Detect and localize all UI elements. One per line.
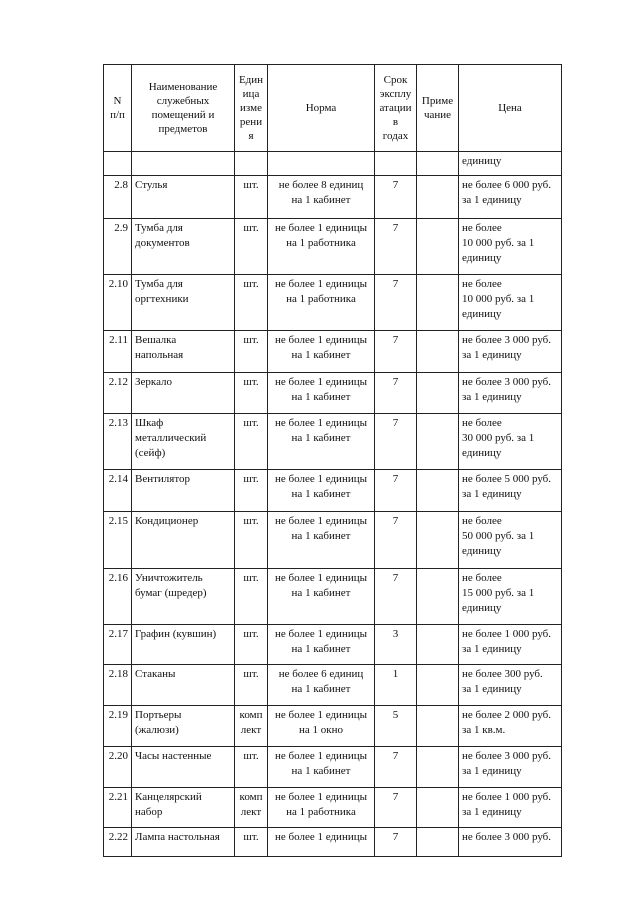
row-note [417,665,459,706]
row-num: 2.19 [104,706,132,747]
row-price: не более 3 000 руб. [459,828,562,857]
row-unit: комп лект [235,706,268,747]
row-norm: не более 1 единицы на 1 кабинет [268,331,375,373]
row-unit: шт. [235,512,268,569]
row-norm: не более 1 единицы на 1 кабинет [268,470,375,512]
table-row [104,512,562,569]
row-num: 2.8 [104,176,132,219]
continuation-term [375,152,417,176]
row-unit: шт. [235,414,268,470]
row-num: 2.14 [104,470,132,512]
row-price: не более 3 000 руб. за 1 единицу [459,331,562,373]
header-norm: Норма [268,65,375,152]
header-price: Цена [459,65,562,152]
row-name: Уничтожитель бумаг (шредер) [132,569,235,625]
row-term: 7 [375,747,417,788]
continuation-norm [268,152,375,176]
row-name: Тумба для оргтехники [132,275,235,331]
row-num: 2.20 [104,747,132,788]
row-term: 7 [375,414,417,470]
row-note [417,219,459,275]
row-norm: не более 1 единицы на 1 кабинет [268,373,375,414]
row-name: Шкаф металлический (сейф) [132,414,235,470]
header-unit: Един ица изме рени я [235,65,268,152]
row-num: 2.22 [104,828,132,857]
norms-table [103,64,562,857]
row-num: 2.16 [104,569,132,625]
row-price: не более 1 000 руб. за 1 единицу [459,625,562,665]
row-note [417,706,459,747]
table-row [104,788,562,828]
row-norm: не более 1 единицы на 1 кабинет [268,625,375,665]
row-price: не более 6 000 руб. за 1 единицу [459,176,562,219]
row-unit: шт. [235,828,268,857]
row-price: не более 3 000 руб. за 1 единицу [459,373,562,414]
header-name: Наименование служебных помещений и предметов [132,65,235,152]
table-row [104,625,562,665]
continuation-price: единицу [459,152,562,176]
row-note [417,747,459,788]
row-unit: шт. [235,747,268,788]
row-num: 2.12 [104,373,132,414]
row-term: 5 [375,706,417,747]
row-num: 2.13 [104,414,132,470]
row-name: Вешалка напольная [132,331,235,373]
row-note [417,512,459,569]
row-term: 7 [375,788,417,828]
table-row [104,706,562,747]
row-name: Вентилятор [132,470,235,512]
table-row [104,414,562,470]
row-norm: не более 1 единицы на 1 работника [268,788,375,828]
row-name: Лампа настольная [132,828,235,857]
row-name: Кондиционер [132,512,235,569]
row-price: не более 2 000 руб. за 1 кв.м. [459,706,562,747]
table-row [104,219,562,275]
row-norm: не более 8 единиц на 1 кабинет [268,176,375,219]
row-name: Часы настенные [132,747,235,788]
row-note [417,414,459,470]
row-term: 7 [375,275,417,331]
row-term: 7 [375,512,417,569]
row-num: 2.11 [104,331,132,373]
row-price: не более 3 000 руб. за 1 единицу [459,747,562,788]
continuation-name [132,152,235,176]
row-note [417,470,459,512]
row-note [417,569,459,625]
table-row [104,331,562,373]
row-unit: шт. [235,176,268,219]
row-norm: не более 1 единицы на 1 окно [268,706,375,747]
continuation-note [417,152,459,176]
row-unit: шт. [235,373,268,414]
row-unit: шт. [235,625,268,665]
row-num: 2.9 [104,219,132,275]
table-row [104,828,562,857]
row-note [417,625,459,665]
row-note [417,373,459,414]
row-price: не более 1 000 руб. за 1 единицу [459,788,562,828]
row-name: Канцелярский набор [132,788,235,828]
table-row [104,373,562,414]
row-name: Портьеры (жалюзи) [132,706,235,747]
row-term: 7 [375,176,417,219]
row-norm: не более 1 единицы на 1 работника [268,219,375,275]
row-note [417,788,459,828]
row-price: не более 300 руб. за 1 единицу [459,665,562,706]
header-num: N п/п [104,65,132,152]
row-norm: не более 1 единицы на 1 работника [268,275,375,331]
row-name: Стулья [132,176,235,219]
row-term: 7 [375,219,417,275]
row-note [417,331,459,373]
row-num: 2.15 [104,512,132,569]
row-unit: шт. [235,665,268,706]
table-row [104,275,562,331]
row-unit: шт. [235,331,268,373]
row-price: не более 10 000 руб. за 1 единицу [459,275,562,331]
row-name: Зеркало [132,373,235,414]
row-unit: шт. [235,470,268,512]
row-norm: не более 1 единицы на 1 кабинет [268,512,375,569]
row-unit: шт. [235,219,268,275]
row-unit: шт. [235,569,268,625]
row-num: 2.17 [104,625,132,665]
row-price: не более 30 000 руб. за 1 единицу [459,414,562,470]
continuation-unit [235,152,268,176]
row-num: 2.10 [104,275,132,331]
table-row [104,569,562,625]
row-name: Стаканы [132,665,235,706]
row-term: 7 [375,569,417,625]
table-row [104,665,562,706]
row-unit: комп лект [235,788,268,828]
row-term: 7 [375,828,417,857]
row-price: не более 50 000 руб. за 1 единицу [459,512,562,569]
row-term: 7 [375,470,417,512]
row-price: не более 10 000 руб. за 1 единицу [459,219,562,275]
row-term: 7 [375,331,417,373]
row-term: 3 [375,625,417,665]
continuation-row [104,152,562,176]
row-num: 2.18 [104,665,132,706]
header-note: Приме чание [417,65,459,152]
row-term: 7 [375,373,417,414]
table-row [104,747,562,788]
row-norm: не более 6 единиц на 1 кабинет [268,665,375,706]
row-norm: не более 1 единицы на 1 кабинет [268,747,375,788]
row-note [417,828,459,857]
row-name: Графин (кувшин) [132,625,235,665]
row-note [417,275,459,331]
row-note [417,176,459,219]
table-row [104,470,562,512]
row-norm: не более 1 единицы на 1 кабинет [268,569,375,625]
header-term: Срок эксплу атации в годах [375,65,417,152]
row-norm: не более 1 единицы [268,828,375,857]
row-price: не более 15 000 руб. за 1 единицу [459,569,562,625]
row-num: 2.21 [104,788,132,828]
row-norm: не более 1 единицы на 1 кабинет [268,414,375,470]
row-price: не более 5 000 руб. за 1 единицу [459,470,562,512]
row-name: Тумба для документов [132,219,235,275]
continuation-num [104,152,132,176]
row-term: 1 [375,665,417,706]
table-header-row [104,65,562,152]
row-unit: шт. [235,275,268,331]
table-row [104,176,562,219]
